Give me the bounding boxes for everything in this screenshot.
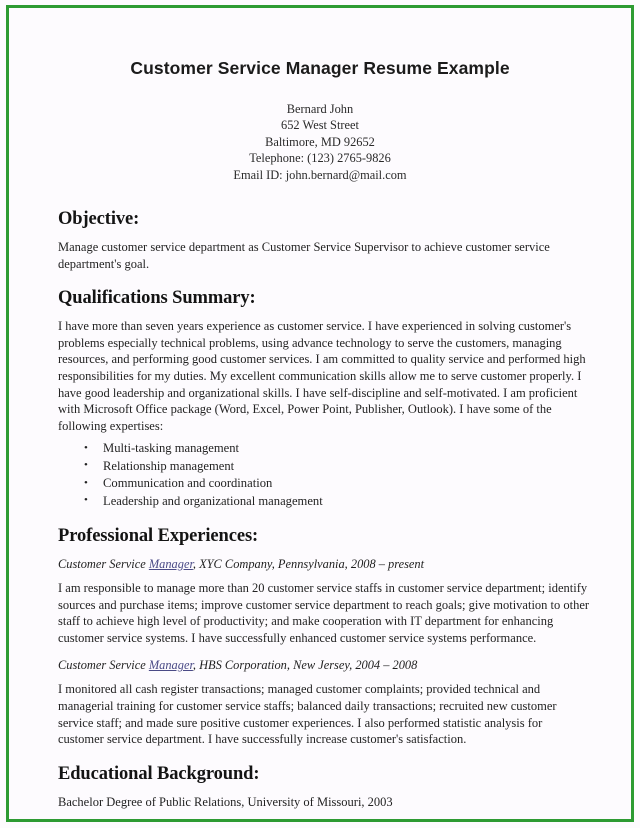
contact-block bbox=[58, 101, 590, 183]
objective-heading: Objective: bbox=[58, 209, 140, 230]
job-title-line bbox=[58, 657, 590, 673]
job-title-link[interactable]: Manager bbox=[148, 658, 193, 673]
list-item: • Communication and coordination bbox=[84, 475, 590, 492]
list-item: • Relationship management bbox=[84, 458, 590, 475]
education-text: Bachelor Degree of Public Relations, University of Missouri, 2003 bbox=[58, 794, 393, 809]
contact-telephone: Telephone: (123) 2765-9826 bbox=[249, 151, 391, 166]
job-title-prefix: Customer Service bbox=[58, 658, 149, 673]
qualifications-heading: Qualifications Summary: bbox=[58, 288, 256, 309]
job-title-link[interactable]: Manager bbox=[148, 557, 193, 571]
contact-name: Bernard John bbox=[286, 102, 354, 116]
experience-heading: Professional Experiences: bbox=[58, 526, 259, 546]
list-item: • Leadership and organizational management bbox=[84, 493, 590, 510]
contact-street: 652 West Street bbox=[281, 118, 359, 133]
qualifications-text: I have more than seven years experience as customer service. I have experienced in solving customer's problems especially technical problems, using advance technology to serve the customers, managing resources, and performing good customer services. I am committed to quality service and performed high responsibilities for my duties. My excellent communication skills allow me to serve customer properly. I have good leadership and organizational skills. I have self-discipline and self-motivated. I am proficient with Microsoft Office package (Word, Excel, Power Point, Publisher, Outlook). I have some of the following expertises: bbox=[58, 319, 586, 433]
job-description: I monitored all cash register transactions; managed customer complaints; provided technical and managerial training for customer service staffs; balanced daily transactions; recruited new customer service staff; and made sure positive customer experiences. I also performed statistic analysis for customer service department. I have successfully increase customer's satisfaction. bbox=[58, 682, 557, 747]
contact-city-state-zip: Baltimore, MD 92652 bbox=[265, 134, 375, 149]
list-item: • Multi-tasking management bbox=[84, 440, 590, 457]
contact-email: Email ID: john.bernard@mail.com bbox=[233, 167, 407, 182]
education-heading: Educational Background: bbox=[58, 763, 260, 784]
job-description: I am responsible to manage more than 20 customer service staffs in customer service department; identify sources and purchase items; improve customer service department to reach goals; give motivation to other staff to achieve high level of productivity; and make cooperation with IT department for enhancing customer service systems. I have successfully enhanced customer service systems performance. bbox=[58, 581, 590, 645]
section-education bbox=[58, 764, 590, 811]
job-title-prefix: Customer Service bbox=[58, 557, 149, 571]
job-title-suffix: , XYC Company, Pennsylvania, 2008 – present bbox=[192, 557, 425, 571]
section-objective bbox=[58, 209, 590, 272]
section-qualifications bbox=[58, 288, 590, 510]
objective-text: Manage customer service department as Customer Service Supervisor to achieve customer service department's goal. bbox=[58, 240, 550, 271]
job-title-line bbox=[58, 556, 590, 572]
qualifications-bullet-list bbox=[58, 440, 590, 510]
section-experience bbox=[58, 526, 590, 748]
job-title-suffix: , HBS Corporation, New Jersey, 2004 – 2008 bbox=[192, 658, 418, 673]
page-title: Customer Service Manager Resume Example bbox=[130, 58, 510, 78]
